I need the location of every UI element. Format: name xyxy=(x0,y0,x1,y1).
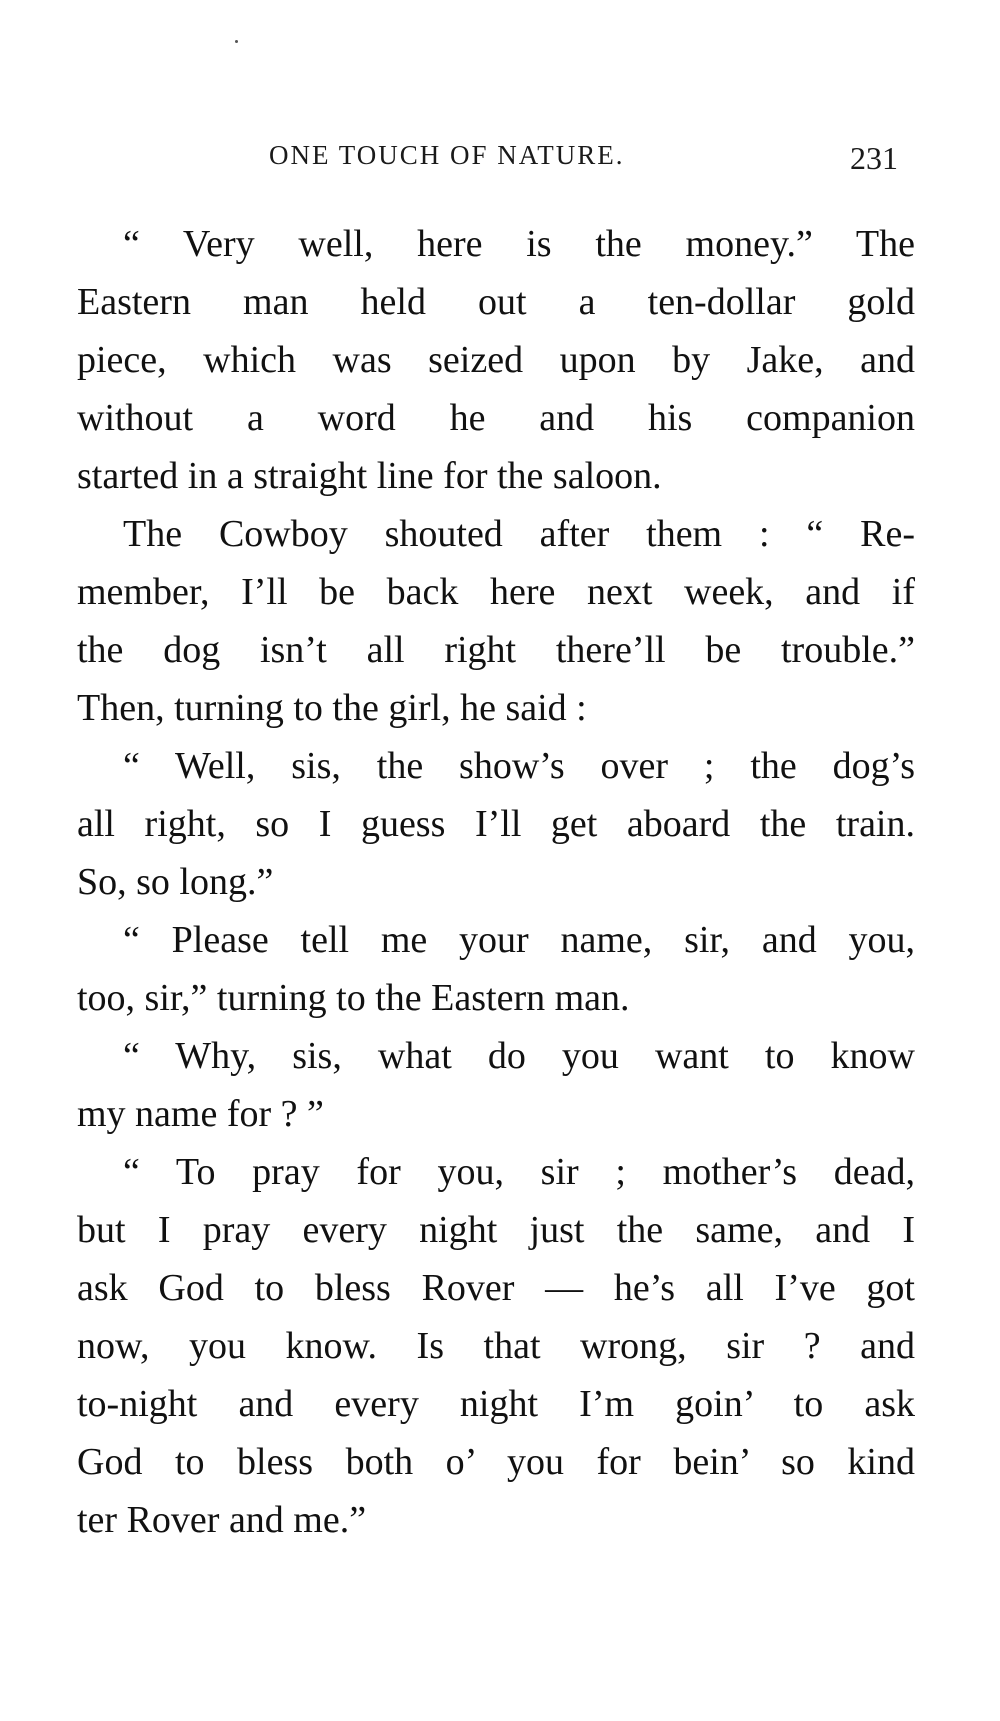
body-text xyxy=(77,215,915,1549)
print-speck xyxy=(235,40,238,43)
text-line: “ Very well, here is the money.” The xyxy=(123,223,915,265)
text-line: now, you know. Is that wrong, sir ? and xyxy=(77,1325,915,1367)
running-title: ONE TOUCH OF NATURE. xyxy=(269,140,625,170)
text-line: my name for ? ” xyxy=(77,1093,324,1135)
text-line: without a word he and his companion xyxy=(77,397,915,439)
text-line: started in a straight line for the saloon. xyxy=(77,455,662,497)
text-line: to-night and every night I’m goin’ to ask xyxy=(77,1383,915,1425)
text-line: member, I’ll be back here next week, and if xyxy=(77,571,915,613)
page-number: 231 xyxy=(850,140,898,176)
text-line: too, sir,” turning to the Eastern man. xyxy=(77,977,630,1019)
text-line: the dog isn’t all right there’ll be trouble.” xyxy=(77,629,915,671)
text-line: “ Well, sis, the show’s over ; the dog’s xyxy=(123,745,915,787)
text-line: The Cowboy shouted after them : “ Re- xyxy=(123,513,915,555)
text-line: “ To pray for you, sir ; mother’s dead, xyxy=(123,1151,915,1193)
text-line: Then, turning to the girl, he said : xyxy=(77,687,587,729)
text-line: God to bless both o’ you for bein’ so kind xyxy=(77,1441,915,1483)
text-line: ask God to bless Rover — he’s all I’ve got xyxy=(77,1267,915,1309)
text-line: but I pray every night just the same, and I xyxy=(77,1209,915,1251)
text-line: ter Rover and me.” xyxy=(77,1499,367,1541)
text-line: piece, which was seized upon by Jake, and xyxy=(77,339,915,381)
text-line: all right, so I guess I’ll get aboard the train. xyxy=(77,803,915,845)
text-line: “ Please tell me your name, sir, and you, xyxy=(123,919,915,961)
text-line: So, so long.” xyxy=(77,861,274,903)
text-line: Eastern man held out a ten-dollar gold xyxy=(77,281,915,323)
text-line: “ Why, sis, what do you want to know xyxy=(123,1035,915,1077)
